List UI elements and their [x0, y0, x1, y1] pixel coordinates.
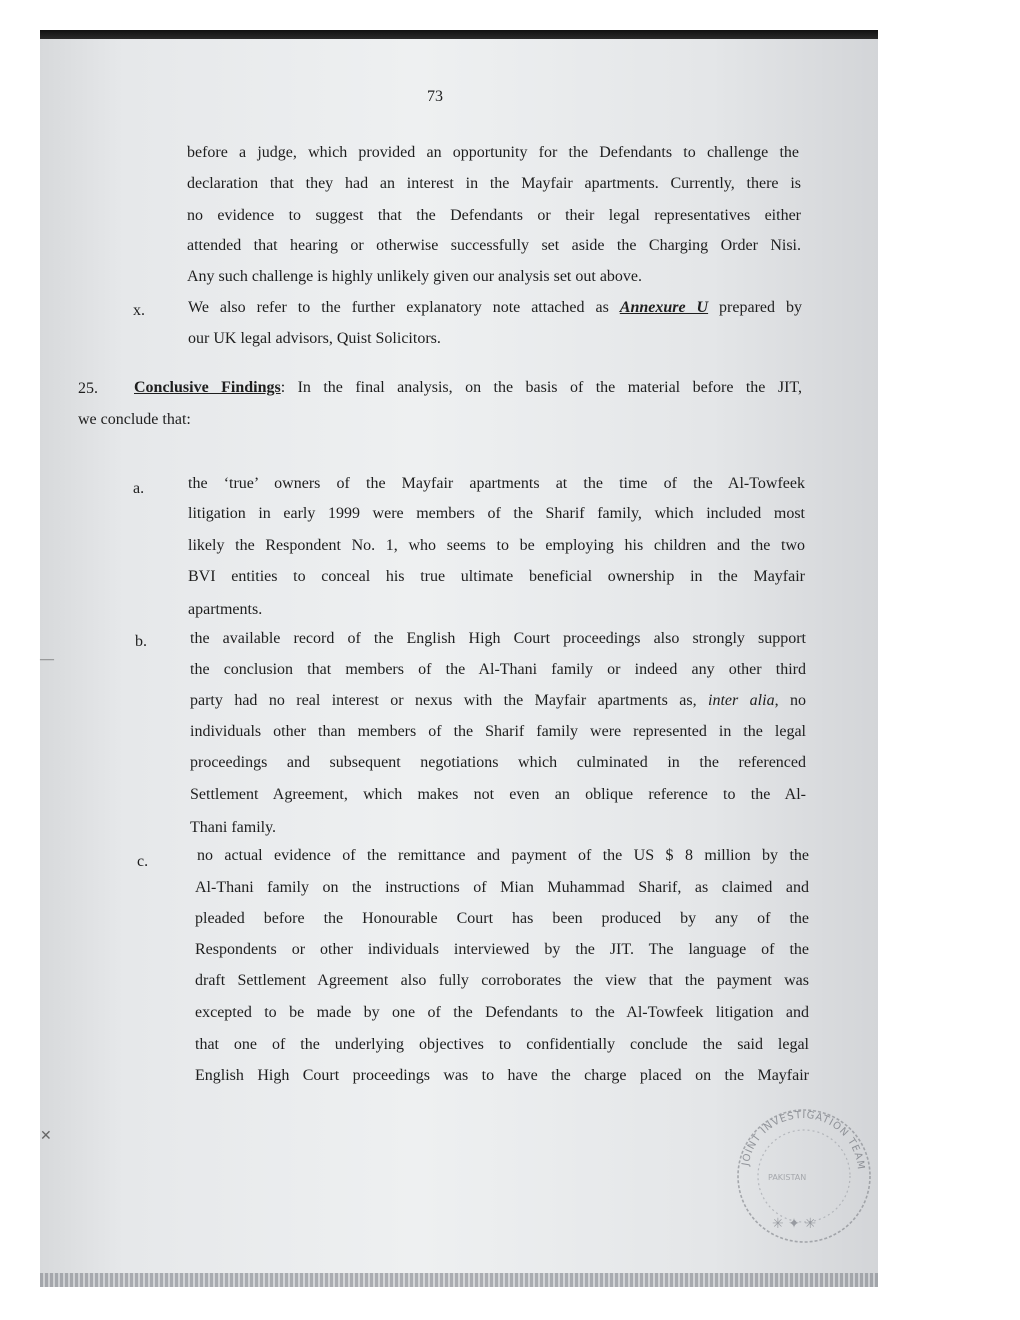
item-a-line-3: likely the Respondent No. 1, who seems to be employing his children and the two — [188, 537, 805, 554]
x-continuation-line-5: Any such challenge is highly unlikely given our analysis set out above. — [187, 268, 643, 285]
item-c-line-6: excepted to be made by one of the Defendants to the Al-Towfeek litigation and — [195, 1004, 809, 1021]
item-b-line-7: Thani family. — [190, 819, 277, 836]
annexure-u-reference: Annexure U — [619, 299, 709, 316]
scan-bottom-edge — [40, 1273, 878, 1287]
para-25-heading: Conclusive Findings — [134, 379, 281, 396]
item-a-line-1: the ‘true’ owners of the Mayfair apartments at the time of the Al-Towfeek — [188, 475, 805, 492]
svg-text:✳ ✦ ✳: ✳ ✦ ✳ — [772, 1216, 817, 1232]
item-c-line-1: no actual evidence of the remittance and payment of the US $ 8 million by the — [197, 847, 809, 864]
item-c-line-4: Respondents or other individuals interviewed by the JIT. The language of the — [195, 941, 809, 958]
para-25-text: : In the final analysis, on the basis of the material before the JIT, — [280, 379, 802, 396]
item-b-line-1: the available record of the English High Court proceedings also strongly support — [190, 630, 806, 647]
item-x-text: We also refer to the further explanatory note attached as — [188, 299, 620, 316]
x-continuation-line-2: declaration that they had an interest in the Mayfair apartments. Currently, there is — [187, 175, 801, 192]
x-continuation-line-1: before a judge, which provided an opportunity for the Defendants to challenge the — [187, 144, 799, 161]
svg-text:PAKISTAN: PAKISTAN — [768, 1173, 807, 1182]
item-b-line-4: individuals other than members of the Sharif family were represented in the legal — [190, 723, 806, 740]
item-b-text-after: , no — [774, 692, 807, 709]
svg-text:JOINT INVESTIGATION TEAM: JOINT INVESTIGATION TEAM — [740, 1109, 867, 1171]
para-25-line-2: we conclude that: — [78, 411, 191, 428]
item-x-text-after: prepared by — [708, 299, 802, 316]
item-c-marker: c. — [137, 853, 149, 870]
item-x-line-2: our UK legal advisors, Quist Solicitors. — [188, 330, 441, 347]
x-continuation-line-3: no evidence to suggest that the Defendants or their legal representatives either — [187, 207, 801, 224]
x-continuation-line-4: attended that hearing or otherwise successfully set aside the Charging Order Nisi. — [187, 237, 801, 254]
item-c-line-5: draft Settlement Agreement also fully corroborates the view that the payment was — [195, 972, 809, 989]
item-x-line-1 — [188, 298, 802, 318]
item-a-line-4: BVI entities to conceal his true ultimate beneficial ownership in the Mayfair — [188, 568, 805, 585]
item-c-line-3: pleaded before the Honourable Court has been produced by any of the — [195, 910, 809, 927]
item-b-line-6: Settlement Agreement, which makes not even an oblique reference to the Al- — [190, 786, 806, 803]
item-a-line-2: litigation in early 1999 were members of the Sharif family, which included most — [188, 505, 805, 522]
item-c-line-7: that one of the underlying objectives to confidentially conclude the said legal — [195, 1036, 809, 1053]
item-a-marker: a. — [133, 480, 145, 497]
margin-scribble: ✕ — [40, 1129, 52, 1144]
page-number: 73 — [427, 88, 443, 105]
item-x-marker: x. — [133, 302, 145, 319]
item-b-line-2: the conclusion that members of the Al-Thani family or indeed any other third — [190, 661, 806, 678]
scan-top-edge — [40, 30, 878, 39]
item-c-line-2: Al-Thani family on the instructions of Mian Muhammad Sharif, as claimed and — [195, 879, 809, 896]
item-c-line-8: English High Court proceedings was to have the charge placed on the Mayfair — [195, 1067, 809, 1084]
item-b-line-5: proceedings and subsequent negotiations which culminated in the referenced — [190, 754, 806, 771]
para-25-line-1 — [134, 378, 802, 398]
item-b-text: party had no real interest or nexus with the Mayfair apartments as, — [190, 692, 709, 709]
para-25-number: 25. — [78, 380, 98, 397]
item-a-line-5: apartments. — [188, 601, 263, 618]
official-seal-stamp — [726, 1088, 876, 1248]
margin-tick: — — [40, 652, 54, 667]
item-b-marker: b. — [135, 633, 147, 650]
item-b-line-3 — [190, 691, 806, 711]
inter-alia-italic: inter alia — [708, 692, 775, 709]
